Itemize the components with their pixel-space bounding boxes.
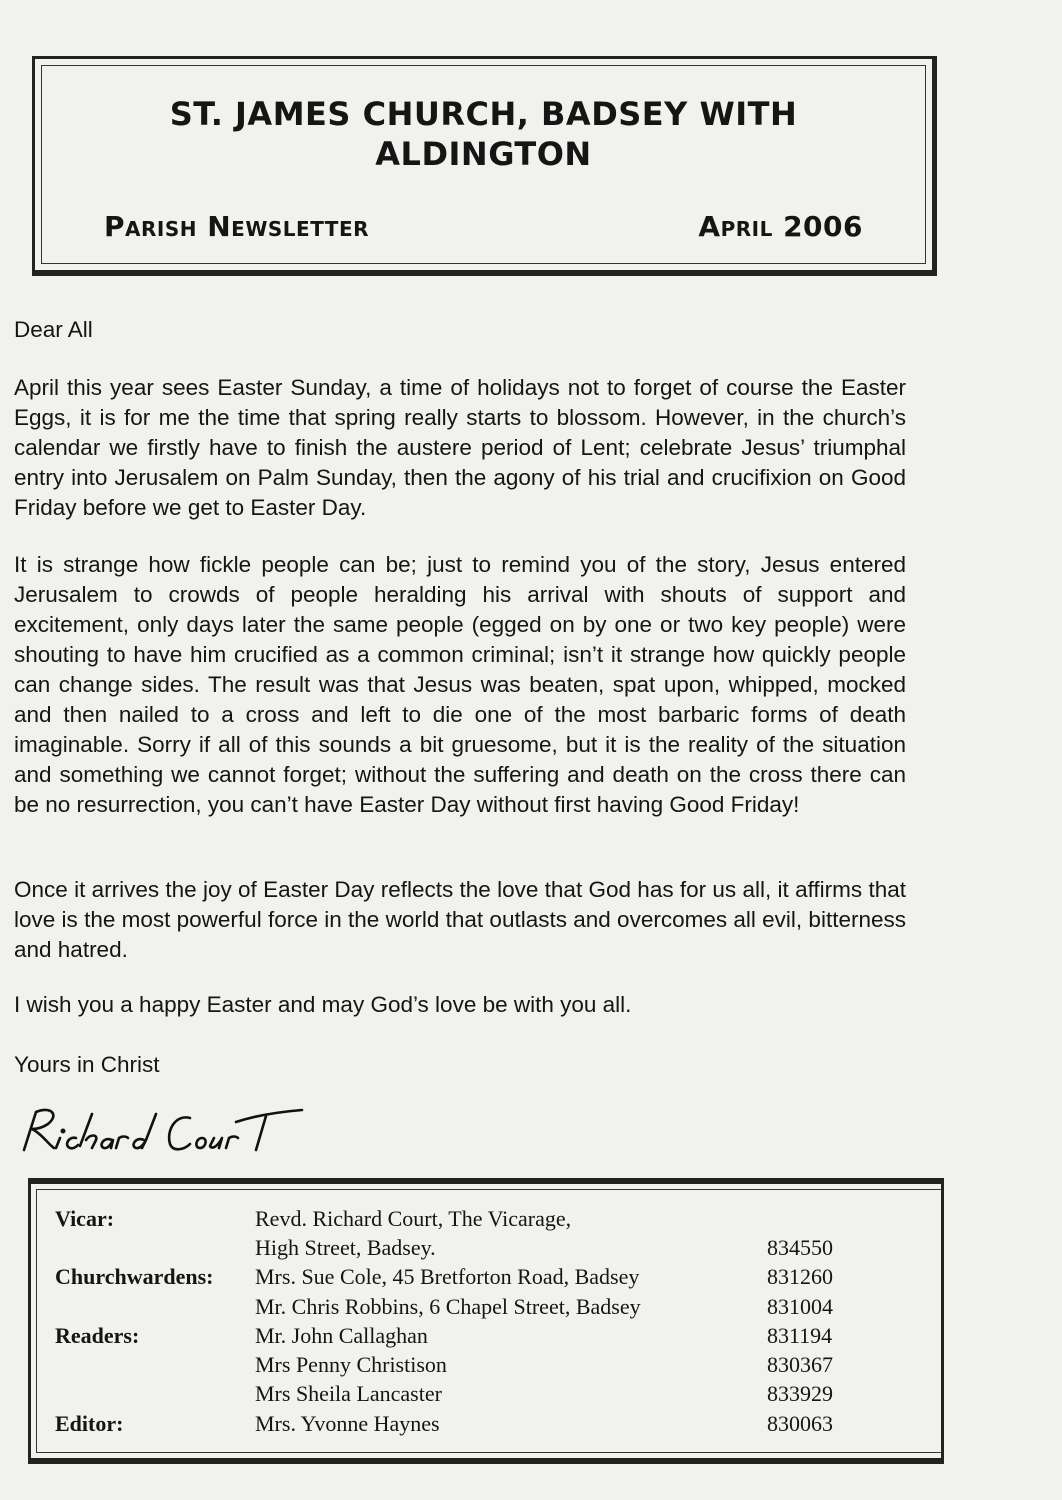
paragraph-4: I wish you a happy Easter and may God’s love be with you all.	[14, 992, 632, 1017]
contact-role: Editor:	[55, 1410, 124, 1436]
contact-name: Mrs. Yvonne Haynes	[255, 1410, 440, 1436]
contacts-box	[28, 1178, 944, 1464]
contact-name: High Street, Badsey.	[255, 1234, 436, 1260]
contact-row	[55, 1321, 847, 1350]
contact-phone: 834550	[767, 1234, 833, 1260]
contact-row	[55, 1233, 847, 1262]
contact-phone: 831260	[767, 1264, 833, 1290]
contact-phone: 831194	[767, 1322, 833, 1348]
contact-role: Churchwardens:	[55, 1264, 214, 1290]
contact-name: Mr. Chris Robbins, 6 Chapel Street, Badsey	[255, 1293, 641, 1319]
contact-phone: 833929	[767, 1381, 833, 1407]
contact-role	[55, 1233, 255, 1262]
title-line-2: ALDINGTON	[375, 135, 592, 173]
issue-date: April 2006	[698, 210, 863, 243]
contact-phone: 830367	[767, 1352, 833, 1378]
contact-row	[55, 1263, 847, 1292]
page-title	[42, 94, 925, 174]
contact-name: Mrs Penny Christison	[255, 1352, 447, 1378]
contact-role	[55, 1292, 255, 1321]
contacts-table	[55, 1204, 847, 1438]
contact-phone	[767, 1204, 847, 1233]
contact-row	[55, 1204, 847, 1233]
contact-row	[55, 1350, 847, 1379]
contact-role	[55, 1380, 255, 1409]
masthead-box	[32, 56, 937, 276]
newsletter-name: Parish Newsletter	[104, 210, 370, 243]
contact-role: Vicar:	[55, 1205, 115, 1231]
contact-name: Mrs. Sue Cole, 45 Bretforton Road, Badsey	[255, 1264, 640, 1290]
masthead-inner-border	[41, 65, 926, 264]
contact-row	[55, 1292, 847, 1321]
contact-phone: 831004	[767, 1293, 833, 1319]
contact-name: Revd. Richard Court, The Vicarage,	[255, 1205, 572, 1231]
contact-role: Readers:	[55, 1322, 140, 1348]
contact-row	[55, 1409, 847, 1438]
title-line-1: ST. JAMES CHURCH, BADSEY WITH	[169, 95, 798, 133]
contact-name: Mr. John Callaghan	[255, 1322, 428, 1348]
contact-row	[55, 1380, 847, 1409]
closing: Yours in Christ	[14, 1052, 160, 1077]
paragraph-2: It is strange how fickle people can be; just to remind you of the story, Jesus entered Jerusalem to crowds of people heralding his arrival with shouts of support and excitement, only days later the same people (egged on by one or two key people) were shouting to have him crucified as a common criminal; isn’t it strange how quickly people can change sides. The result was that Jesus was beaten, spat upon, whipped, mocked and then nailed to a cross and left to die one of the most barbaric forms of death imaginable. Sorry if all of this sounds a bit gruesome, but it is the reality of the situation and something we cannot forget; without the suffering and death on the cross there can be no resurrection, you can’t have Easter Day without first having Good Friday!	[14, 552, 906, 817]
paragraph-1: April this year sees Easter Sunday, a time of holidays not to forget of course the Easter Eggs, it is for me the time that spring really starts to blossom. However, in the church’s calendar we firstly have to finish the austere period of Lent; celebrate Jesus’ triumphal entry into Jerusalem on Palm Sunday, then the agony of his trial and crucifixion on Good Friday before we get to Easter Day.	[14, 375, 906, 520]
contacts-inner-border	[36, 1189, 941, 1453]
contact-role	[55, 1350, 255, 1379]
contact-name: Mrs Sheila Lancaster	[255, 1381, 442, 1407]
handwritten-signature	[10, 1100, 330, 1160]
salutation: Dear All	[14, 317, 93, 342]
contact-phone: 830063	[767, 1410, 833, 1436]
paragraph-3: Once it arrives the joy of Easter Day reflects the love that God has for us all, it affirms that love is the most powerful force in the world that outlasts and overcomes all evil, bitterness and hatred.	[14, 877, 906, 962]
